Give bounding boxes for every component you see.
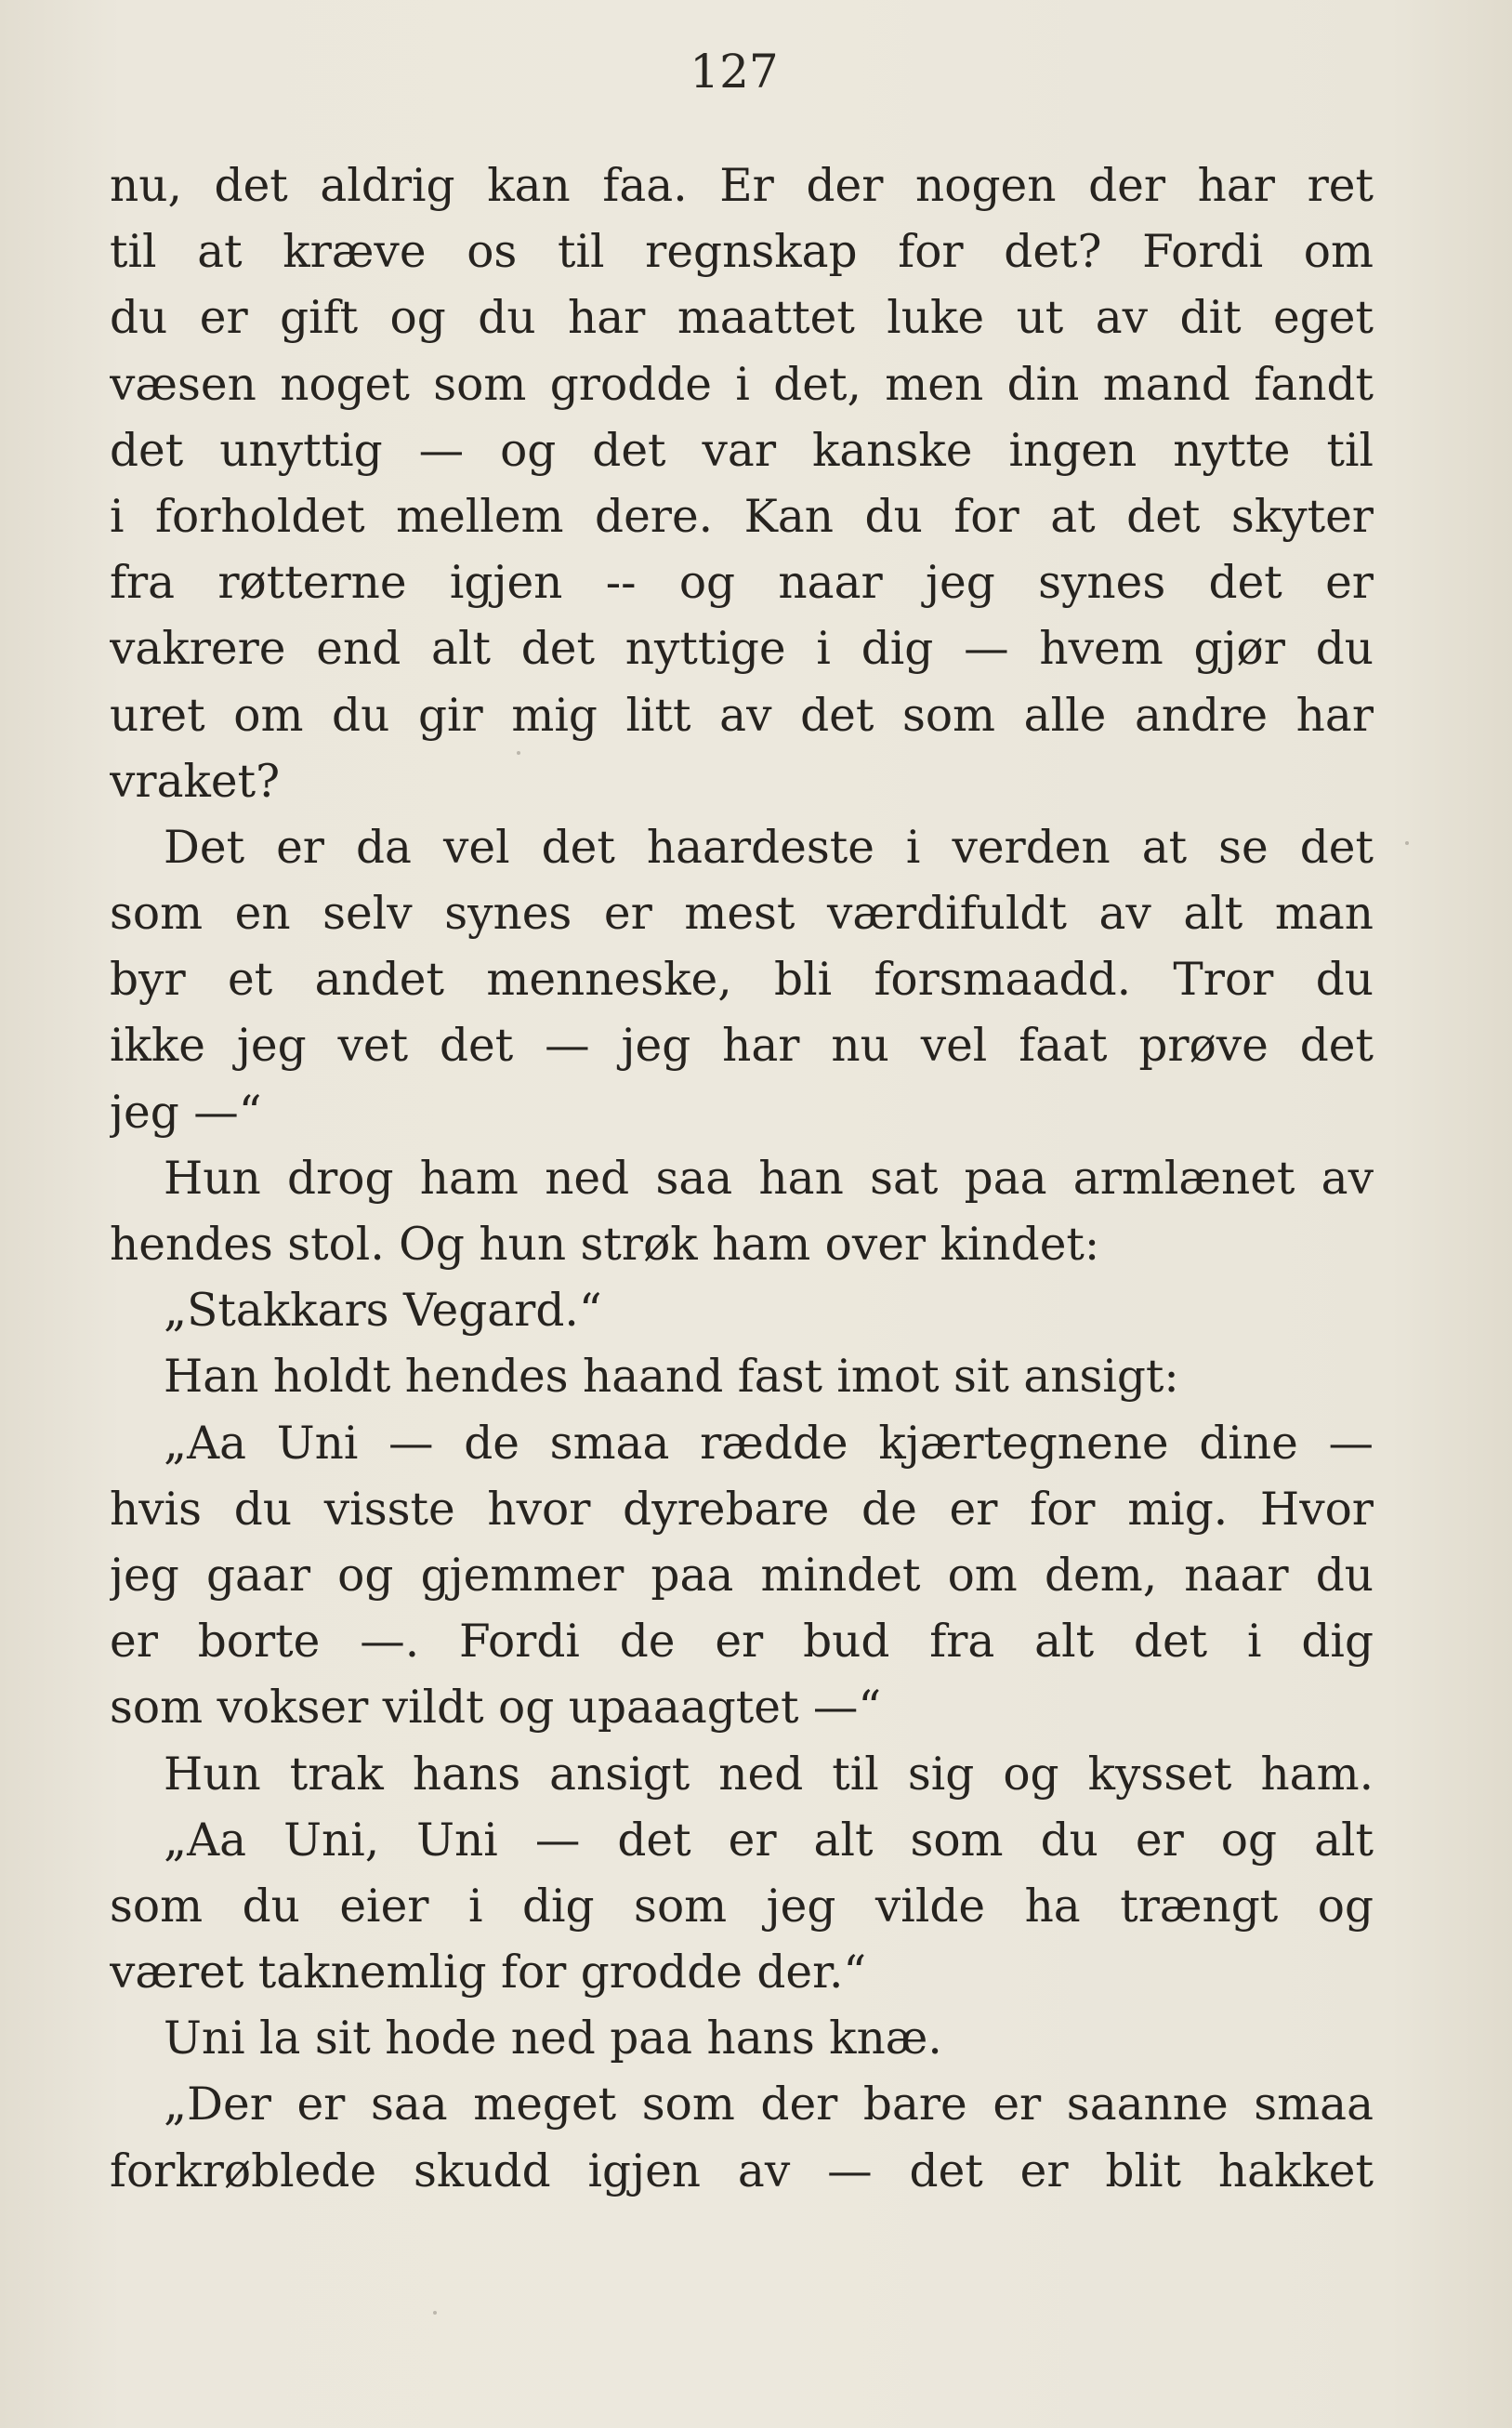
- text-line: Hun trak hans ansigt ned til sig og kysset ham.: [164, 1748, 1374, 1801]
- text-line: hendes stol. Og hun strøk ham over kindet:: [110, 1219, 1100, 1271]
- text-line: som en selv synes er mest værdifuldt av alt man: [110, 888, 1374, 941]
- text-line: uret om du gir mig litt av det som alle andre har: [110, 689, 1374, 742]
- text-line: du er gift og du har maattet luke ut av dit eget: [110, 292, 1374, 345]
- text-line: Han holdt hendes haand fast imot sit ansigt:: [164, 1351, 1179, 1404]
- text-line: i forholdet mellem dere. Kan du for at det skyter: [110, 490, 1374, 543]
- text-line: som du eier i dig som jeg vilde ha trængt og: [110, 1880, 1374, 1933]
- text-line: ikke jeg vet det — jeg har nu vel faat prøve det: [110, 1020, 1374, 1073]
- text-line: Uni la sit hode ned paa hans knæ.: [164, 2012, 942, 2065]
- page-number: 127: [690, 45, 779, 99]
- text-line: til at kræve os til regnskap for det? Fordi om: [110, 226, 1374, 279]
- paper-speck: [1405, 841, 1409, 845]
- text-line: fra røtterne igjen -- og naar jeg synes det er: [110, 557, 1374, 610]
- text-line: været taknemlig for grodde der.“: [110, 1946, 867, 1999]
- text-line: det unyttig — og det var kanske ingen nytte til: [110, 424, 1374, 477]
- text-line: væsen noget som grodde i det, men din mand fandt: [110, 358, 1374, 411]
- paper-speck: [517, 751, 520, 755]
- text-line: „Aa Uni — de smaa rædde kjærtegnene dine —: [164, 1417, 1374, 1470]
- paper-speck: [433, 2311, 437, 2315]
- text-line: „Stakkars Vegard.“: [164, 1285, 602, 1338]
- text-line: forkrøblede skudd igjen av — det er blit hakket: [110, 2144, 1374, 2197]
- text-line: nu, det aldrig kan faa. Er der nogen der har ret: [110, 160, 1374, 212]
- text-line: byr et andet menneske, bli forsmaadd. Tror du: [110, 954, 1374, 1007]
- text-line: jeg —“: [110, 1086, 262, 1139]
- text-line: „Aa Uni, Uni — det er alt som du er og alt: [164, 1814, 1374, 1867]
- text-line: vraket?: [110, 755, 281, 808]
- text-line: „Der er saa meget som der bare er saanne smaa: [164, 2078, 1374, 2131]
- text-line: hvis du visste hvor dyrebare de er for mig. Hvor: [110, 1483, 1374, 1536]
- text-line: er borte —. Fordi de er bud fra alt det i dig: [110, 1616, 1374, 1669]
- text-line: Det er da vel det haardeste i verden at se det: [164, 821, 1374, 874]
- text-line: som vokser vildt og upaaagtet —“: [110, 1682, 882, 1735]
- text-line: Hun drog ham ned saa han sat paa armlænet av: [164, 1152, 1374, 1205]
- text-line: vakrere end alt det nyttige i dig — hvem gjør du: [110, 623, 1374, 676]
- body-text: [110, 153, 1374, 2205]
- text-line: jeg gaar og gjemmer paa mindet om dem, naar du: [110, 1549, 1374, 1602]
